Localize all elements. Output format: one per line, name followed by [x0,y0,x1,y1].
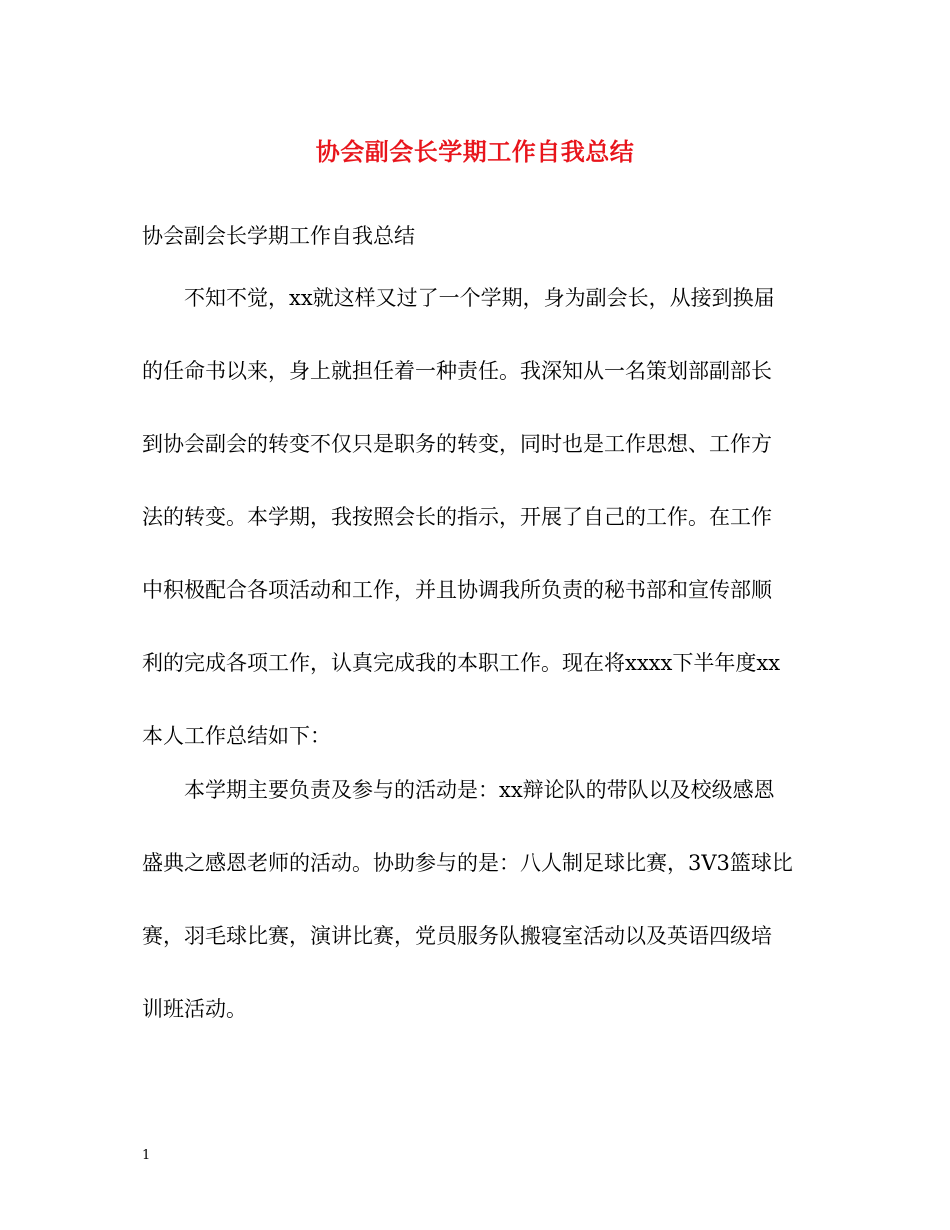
page-number: 1 [142,1148,151,1163]
paragraph-line: 训班活动。 [142,997,247,1021]
paragraph-2 [142,772,822,1064]
paragraph-line: 的任命书以来，身上就担任着一种责任。我深知从一名策划部副部长 [142,359,772,383]
paragraph-line: 利的完成各项工作，认真完成我的本职工作。现在将xxxx下半年度xx [142,651,781,675]
paragraph-line: 法的转变。本学期，我按照会长的指示，开展了自己的工作。在工作 [142,505,772,529]
paragraph-line: 盛典之感恩老师的活动。协助参与的是：八人制足球比赛，3V3篮球比 [142,851,793,875]
paragraph-line: 本人工作总结如下： [142,724,331,748]
paragraph-1 [142,280,822,791]
document-title: 协会副会长学期工作自我总结 [315,137,635,166]
paragraph-line: 中积极配合各项活动和工作，并且协调我所负责的秘书部和宣传部顺 [142,578,772,602]
paragraph-line: 到协会副会的转变不仅只是职务的转变，同时也是工作思想、工作方 [142,432,772,456]
paragraph-line: 赛，羽毛球比赛，演讲比赛，党员服务队搬寝室活动以及英语四级培 [142,924,772,948]
paragraph-line: 本学期主要负责及参与的活动是：xx辩论队的带队以及校级感恩 [184,778,775,802]
document-subtitle: 协会副会长学期工作自我总结 [142,224,415,248]
paragraph-line: 不知不觉，xx就这样又过了一个学期，身为副会长，从接到换届 [184,286,775,310]
